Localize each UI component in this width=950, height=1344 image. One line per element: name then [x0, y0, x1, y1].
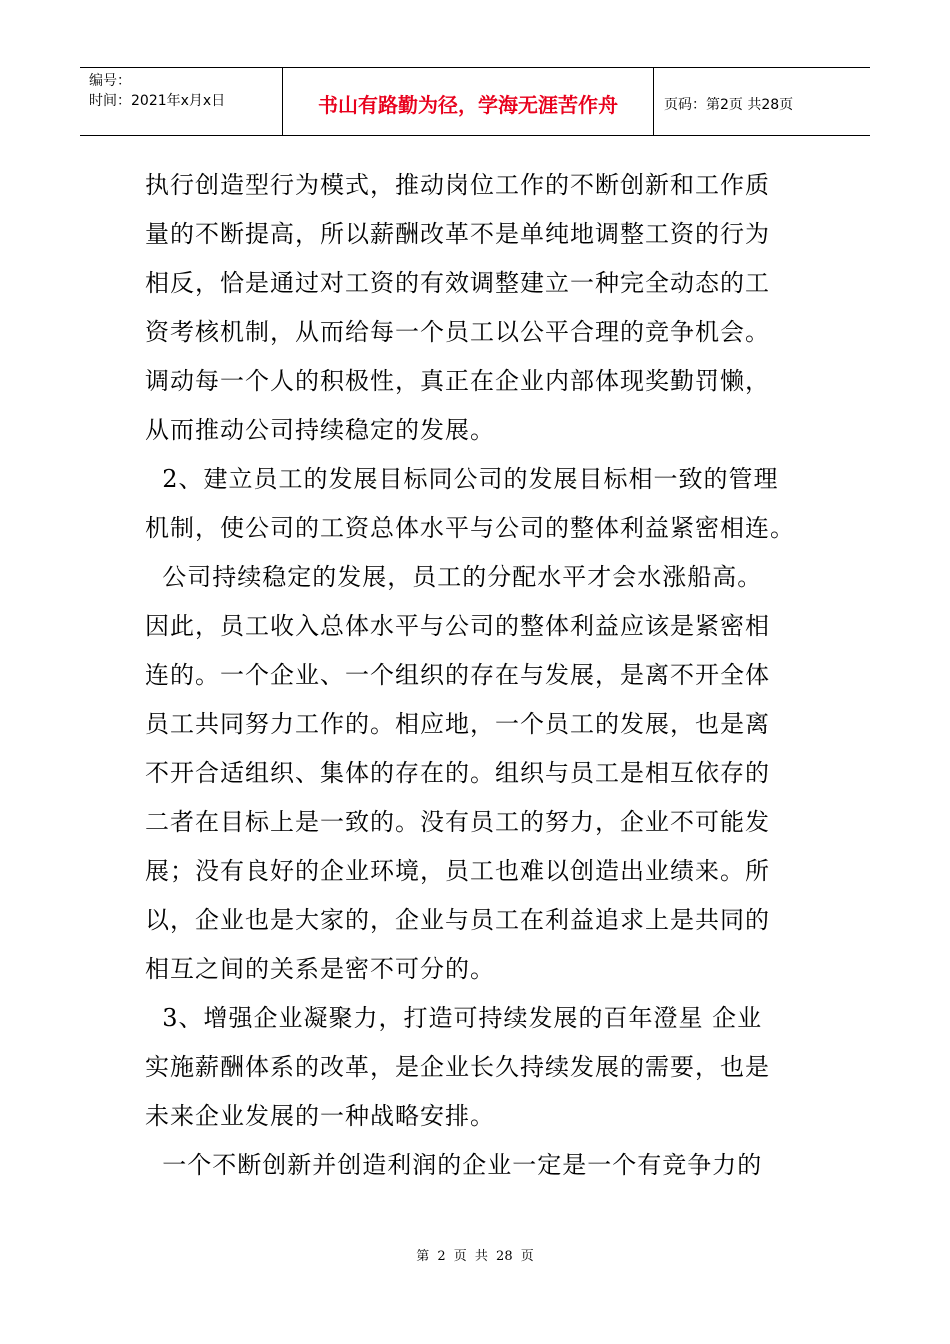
- body-line: 公司持续稳定的发展，员工的分配水平才会水涨船高。: [145, 563, 763, 591]
- header-page-info: 页码：第2页 共28页: [664, 96, 794, 113]
- body-line: 资考核机制，从而给每一个员工以公平合理的竞争机会。: [145, 318, 770, 346]
- body-line: 因此，员工收入总体水平与公司的整体利益应该是紧密相: [145, 612, 770, 640]
- body-line: 员工共同努力工作的。相应地，一个员工的发展，也是离: [145, 710, 770, 738]
- time-label: 时间：2021年x月x日: [89, 93, 226, 109]
- body-line: 连的。一个企业、一个组织的存在与发展，是离不开全体: [145, 661, 770, 689]
- body-line: 量的不断提高，所以薪酬改革不是单纯地调整工资的行为: [145, 220, 770, 248]
- body-line: 3、增强企业凝聚力，打造可持续发展的百年澄星 企业: [145, 1004, 763, 1032]
- body-line: 展；没有良好的企业环境，员工也难以创造出业绩来。所: [145, 857, 770, 885]
- body-line: 机制，使公司的工资总体水平与公司的整体利益紧密相连。: [145, 514, 795, 542]
- header-meta-cell: [80, 68, 283, 135]
- body-line: 二者在目标上是一致的。没有员工的努力，企业不可能发: [145, 808, 770, 836]
- page-footer: 第 2 页 共 28 页: [416, 1249, 534, 1264]
- body-line: 以，企业也是大家的，企业与员工在利益追求上是共同的: [145, 906, 770, 934]
- body-line: 实施薪酬体系的改革，是企业长久持续发展的需要，也是: [145, 1053, 770, 1081]
- page-header: [80, 67, 870, 136]
- document-body: [145, 161, 810, 1190]
- body-line: 相反，恰是通过对工资的有效调整建立一种完全动态的工: [145, 269, 770, 297]
- body-line: 未来企业发展的一种战略安排。: [145, 1102, 495, 1130]
- body-line: 一个不断创新并创造利润的企业一定是一个有竞争力的: [145, 1151, 763, 1179]
- body-line: 不开合适组织、集体的存在的。组织与员工是相互依存的: [145, 759, 770, 787]
- body-line: 从而推动公司持续稳定的发展。: [145, 416, 495, 444]
- body-line: 相互之间的关系是密不可分的。: [145, 955, 495, 983]
- body-line: 执行创造型行为模式，推动岗位工作的不断创新和工作质: [145, 171, 770, 199]
- serial-label: 编号：: [89, 73, 131, 89]
- body-line: 调动每一个人的积极性，真正在企业内部体现奖勤罚懒，: [145, 367, 770, 395]
- body-line: 2、建立员工的发展目标同公司的发展目标相一致的管理: [145, 465, 779, 493]
- header-motto: 书山有路勤为径，学海无涯苦作舟: [283, 68, 654, 135]
